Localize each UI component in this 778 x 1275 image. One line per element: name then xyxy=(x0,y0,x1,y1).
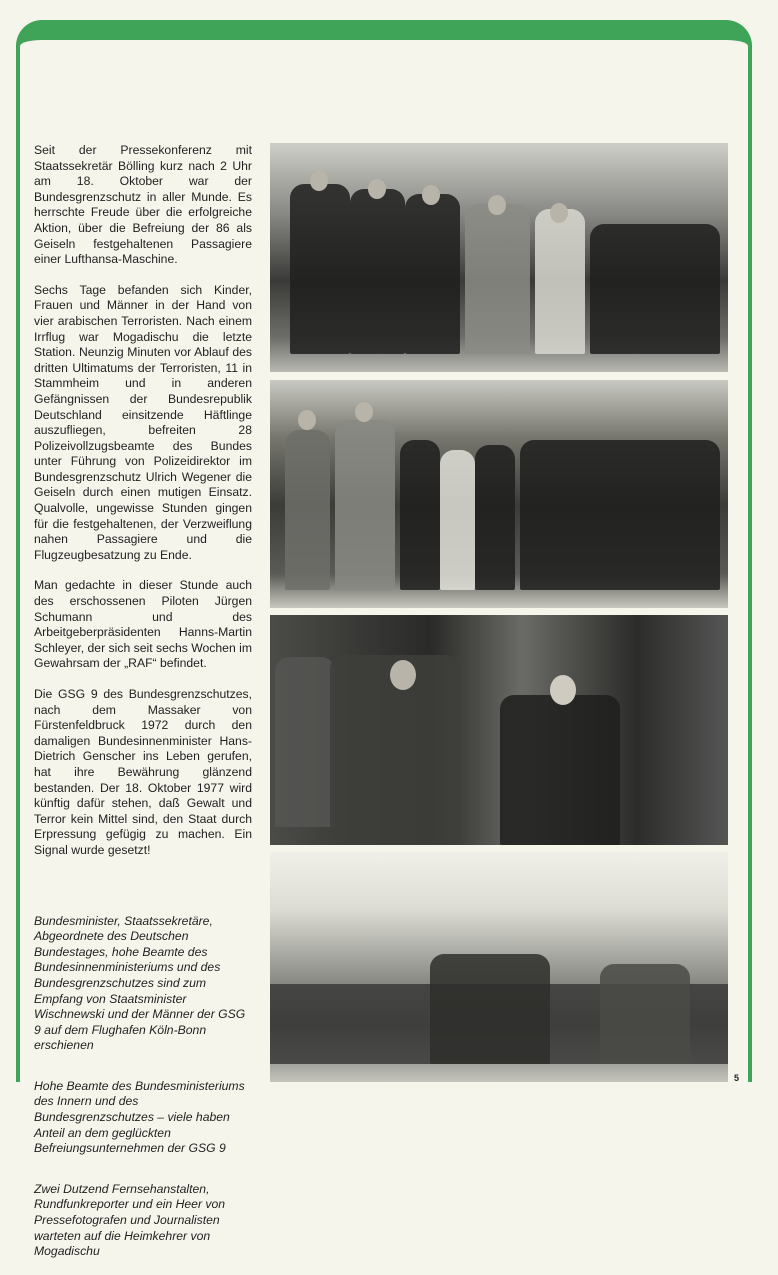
article-paragraph-2 xyxy=(34,283,252,564)
paragraph-text: Seit der Pressekonferenz mit Staatssekretär Bölling kurz nach 2 Uhr am 18. Oktober war der Bundesgrenzschutz in aller Munde. Es herrschte Freude über die erfolgreiche Aktion, über die Befreiung der 86 als Geiseln festgehaltenen Passagiere einer Lufthansa-Maschine. xyxy=(34,143,252,267)
paragraph-text: Sechs Tage befanden sich Kinder, Frauen und Männer in der Hand von vier arabischen Terroristen. Nach einem Irrflug war Mogadischu die letzte Station. Neunzig Minuten vor Ablauf des dritten Ultimatums der Terroristen, 11 in Stammheim und in anderen Gefängnissen der Bundesrepublik Deutschland einsitzende Häftlinge auszufliegen, befreiten 28 Polizeivollzugsbeamte des Bundes unter Führung von Polizeidirektor im Bundesgrenzschutz Ulrich Wegener die Geiseln durch einen mutigen Einsatz. Qualvolle, ungewisse Stunden gingen für die festgehaltenen, der Verzweiflung nahen Passagiere und die Flugzeugbesatzung zu Ende. xyxy=(34,282,252,562)
photo-officers-greeting xyxy=(270,615,728,845)
green-frame-right xyxy=(748,50,752,1082)
article-paragraph-1 xyxy=(34,143,252,268)
photo-ministry-officials xyxy=(270,380,728,608)
green-frame-left xyxy=(16,50,20,1082)
text-column xyxy=(34,143,252,1275)
page-number: 5 xyxy=(734,1073,740,1083)
photo-press-crowd xyxy=(270,852,728,1082)
article-paragraph-4 xyxy=(34,687,252,859)
caption-text: Bundesminister, Staatssekretäre, Abgeordnete des Deutschen Bundestages, hohe Beamte des Bundesinnenministeriums und des Bundesgrenzschutzes sind zum Empfang von Staatsminister Wischnewski und der Männer der GSG 9 auf dem Flughafen Köln-Bonn erschienen xyxy=(34,913,246,1053)
photo-officials-reception xyxy=(270,143,728,372)
caption-text: Hohe Beamte des Bundesministeriums des Innern und des Bundesgrenzschutzes – viele haben Anteil an dem geglückten Befreiungsunternehmen der GSG 9 xyxy=(34,1078,245,1156)
paragraph-text: Die GSG 9 des Bundesgrenzschutzes, nach dem Massaker von Fürstenfeldbruck 1972 durch den damaligen Bundesinnenminister Hans-Dietrich Genscher ins Leben gerufen, hat ihre Bewährung glänzend bestanden. Der 18. Oktober 1977 wird künftig dafür stehen, daß Gewalt und Terror kein Mittel sind, den Staat durch Erpressung gefügig zu machen. Ein Signal wurde gesetzt! xyxy=(34,687,252,857)
paragraph-text: Man gedachte in dieser Stunde auch des erschossenen Piloten Jürgen Schumann und des Arbeitgeberpräsidenten Hanns-Martin Schleyer, der sich seit sechs Wochen im Gewahrsam der „RAF“ befindet. xyxy=(34,578,252,671)
green-frame-top xyxy=(16,20,752,64)
caption-3 xyxy=(34,1182,252,1260)
caption-text: Zwei Dutzend Fernsehanstalten, Rundfunkreporter und ein Heer von Pressefotografen und Journalisten warteten auf die Heimkehrer von Mogadischu xyxy=(34,1181,226,1259)
caption-2 xyxy=(34,1079,252,1157)
article-paragraph-3 xyxy=(34,578,252,672)
caption-1 xyxy=(34,914,252,1054)
